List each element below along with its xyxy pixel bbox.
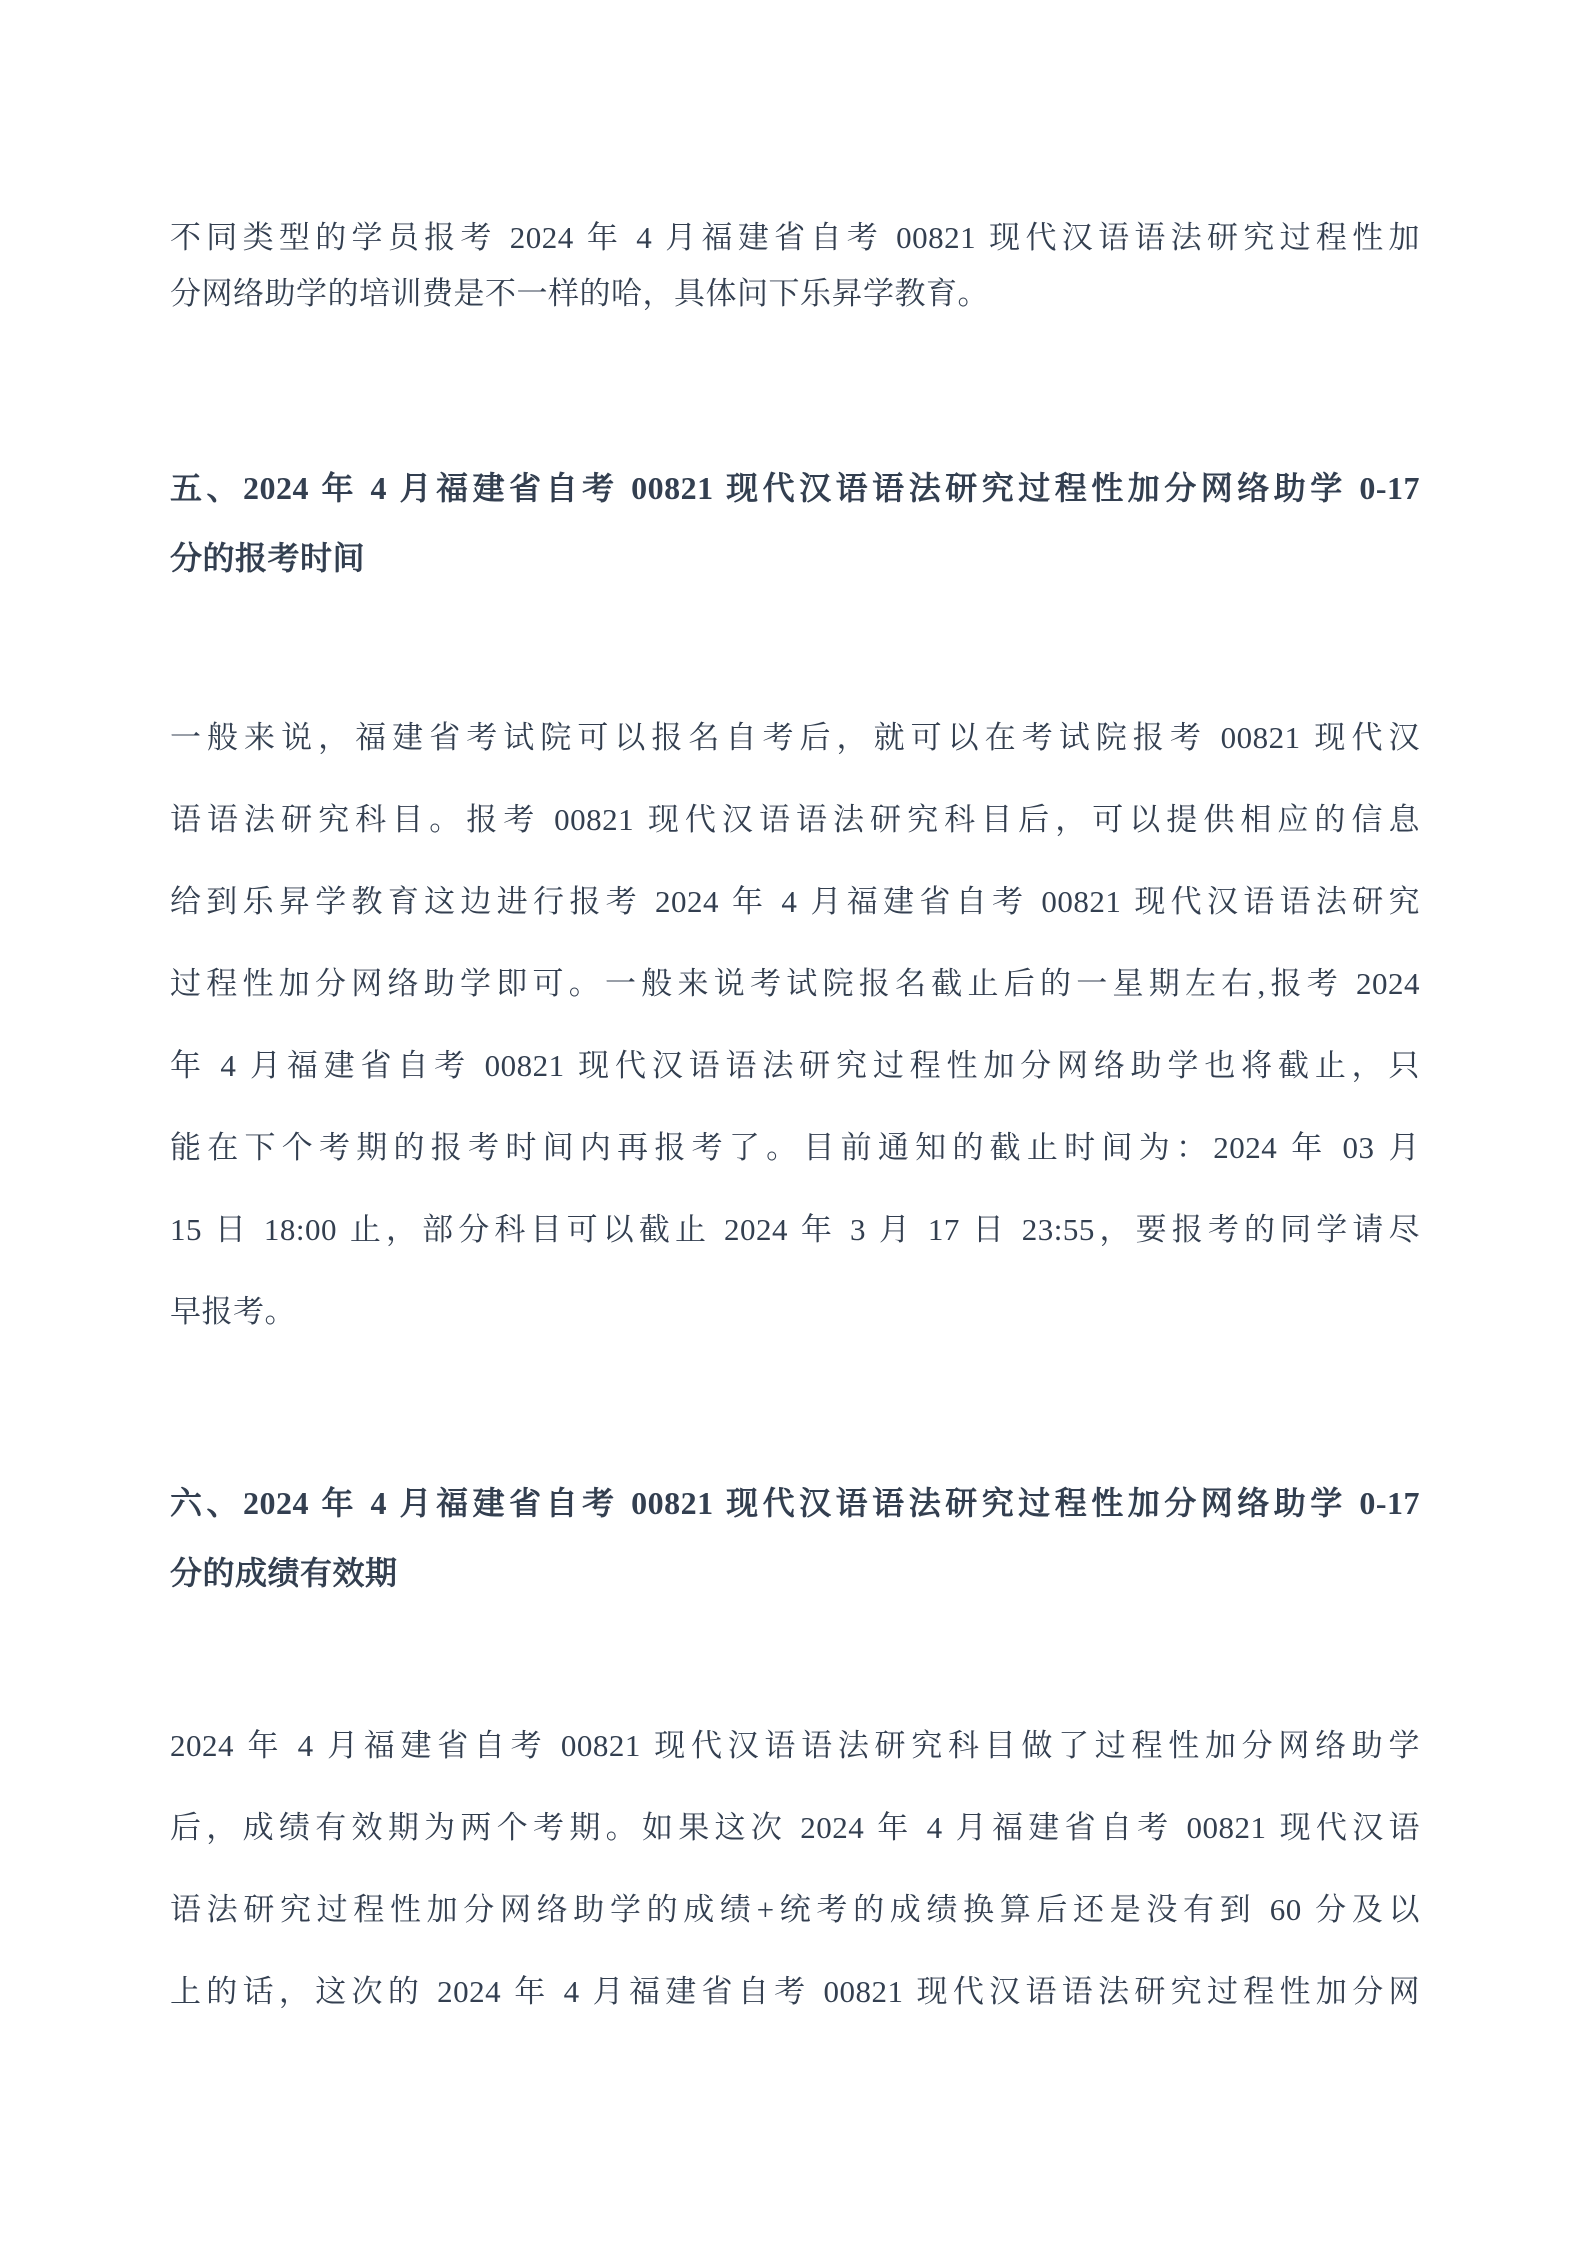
paragraph-line: 给到乐昇学教育这边进行报考 2024 年 4 月福建省自考 00821 现代汉语语法研究 xyxy=(170,884,1420,919)
paragraph-line: 2024 年 4 月福建省自考 00821 现代汉语语法研究科目做了过程性加分网络助学 xyxy=(170,1728,1420,1763)
paragraph-line: 后，成绩有效期为两个考期。如果这次 2024 年 4 月福建省自考 00821 现代汉语 xyxy=(170,1810,1420,1845)
heading-line: 六、2024 年 4 月福建省自考 00821 现代汉语语法研究过程性加分网络助学 0-17 xyxy=(170,1485,1420,1521)
paragraph-line: 能在下个考期的报考时间内再报考了。目前通知的截止时间为：2024 年 03 月 xyxy=(170,1130,1420,1165)
section6-heading xyxy=(170,1468,1420,1608)
paragraph-line: 一般来说，福建省考试院可以报名自考后，就可以在考试院报考 00821 现代汉 xyxy=(170,720,1420,755)
section6-paragraph xyxy=(170,1705,1420,2033)
heading-line: 五、2024 年 4 月福建省自考 00821 现代汉语语法研究过程性加分网络助学 0-17 xyxy=(170,470,1420,506)
paragraph-line: 语语法研究科目。报考 00821 现代汉语语法研究科目后，可以提供相应的信息 xyxy=(170,802,1420,837)
paragraph-line: 分网络助学的培训费是不一样的哈，具体问下乐昇学教育。 xyxy=(170,276,989,311)
paragraph-line: 不同类型的学员报考 2024 年 4 月福建省自考 00821 现代汉语语法研究过程性加 xyxy=(170,220,1420,255)
section5-paragraph xyxy=(170,697,1420,1353)
heading-line: 分的报考时间 xyxy=(170,540,366,576)
paragraph-line: 上的话，这次的 2024 年 4 月福建省自考 00821 现代汉语语法研究过程性加分网 xyxy=(170,1974,1420,2009)
paragraph-line: 语法研究过程性加分网络助学的成绩+统考的成绩换算后还是没有到 60 分及以 xyxy=(170,1892,1420,1927)
intro-paragraph xyxy=(170,210,1420,322)
paragraph-line: 早报考。 xyxy=(170,1294,296,1329)
paragraph-line: 过程性加分网络助学即可。一般来说考试院报名截止后的一星期左右,报考 2024 xyxy=(170,966,1420,1001)
paragraph-line: 15 日 18:00 止，部分科目可以截止 2024 年 3 月 17 日 23:55，要报考的同学请尽 xyxy=(170,1212,1420,1247)
paragraph-line: 年 4 月福建省自考 00821 现代汉语语法研究过程性加分网络助学也将截止，只 xyxy=(170,1048,1420,1083)
heading-line: 分的成绩有效期 xyxy=(170,1555,398,1591)
section5-heading xyxy=(170,453,1420,593)
